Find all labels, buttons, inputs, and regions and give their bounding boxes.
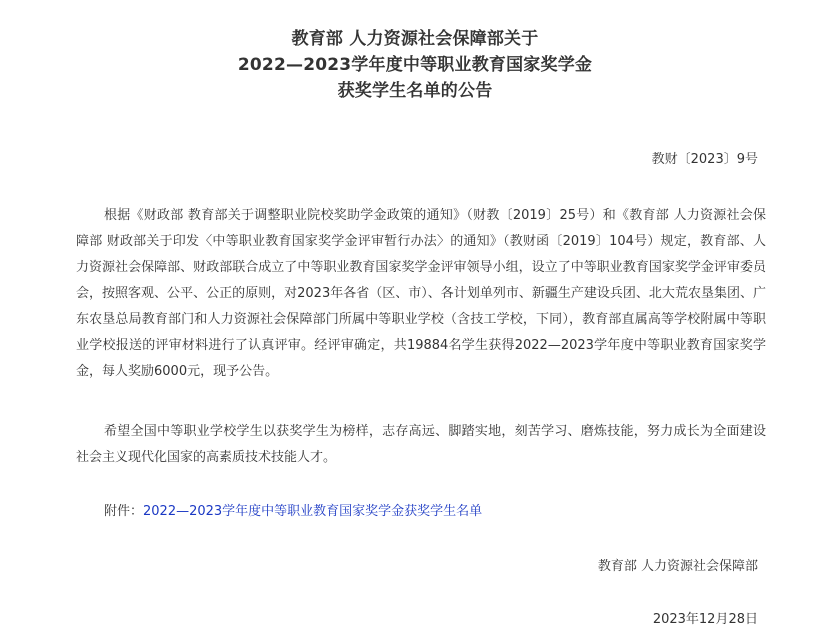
document-title xyxy=(0,26,830,104)
attachment-line xyxy=(104,501,482,523)
issue-date: 2023年12月28日 xyxy=(652,612,758,627)
attachment-link[interactable]: 2022—2023学年度中等职业教育国家奖学金获奖学生名单 xyxy=(143,504,483,519)
body-paragraph-2: 希望全国中等职业学校学生以获奖学生为榜样，志存高远、脚踏实地，刻苦学习、磨炼技能，努力成长为全面建设社会主义现代化国家的高素质技术技能人才。 xyxy=(76,424,766,465)
title-line-2: 2022—2023学年度中等职业教育国家奖学金 xyxy=(237,55,593,75)
title-line-3: 获奖学生名单的公告 xyxy=(337,81,493,101)
document-number: 教财〔2023〕9号 xyxy=(651,152,758,167)
attachment-label: 附件： xyxy=(104,504,144,519)
title-line-1: 教育部 人力资源社会保障部关于 xyxy=(291,29,539,49)
body-paragraph-1: 根据《财政部 教育部关于调整职业院校奖助学金政策的通知》（财教〔2019〕25号）和《教育部 人力资源社会保障部 财政部关于印发〈中等职业教育国家奖学金评审暂行办法〉的通知》（教财函〔2019〕104号）规定，教育部、人力资源社会保障部、财政部联合成立了中等职业教育国家奖学金评审领导小组，设立了中等职业教育国家奖学金评审委员会，按照客观、公平、公正的原则，对2023年各省（区、市）、各计划单列市、新疆生产建设兵团、北大荒农垦集团、广东农垦总局教育部门和人力资源社会保障部门所属中等职业学校（含技工学校，下同），教育部直属高等学校附属中等职业学校报送的评审材料进行了认真评审。经评审确定，共19884名学生获得2022—2023学年度中等职业教育国家奖学金，每人奖励6000元，现予公告。 xyxy=(76,208,766,379)
issuer-signature: 教育部 人力资源社会保障部 xyxy=(597,559,758,574)
